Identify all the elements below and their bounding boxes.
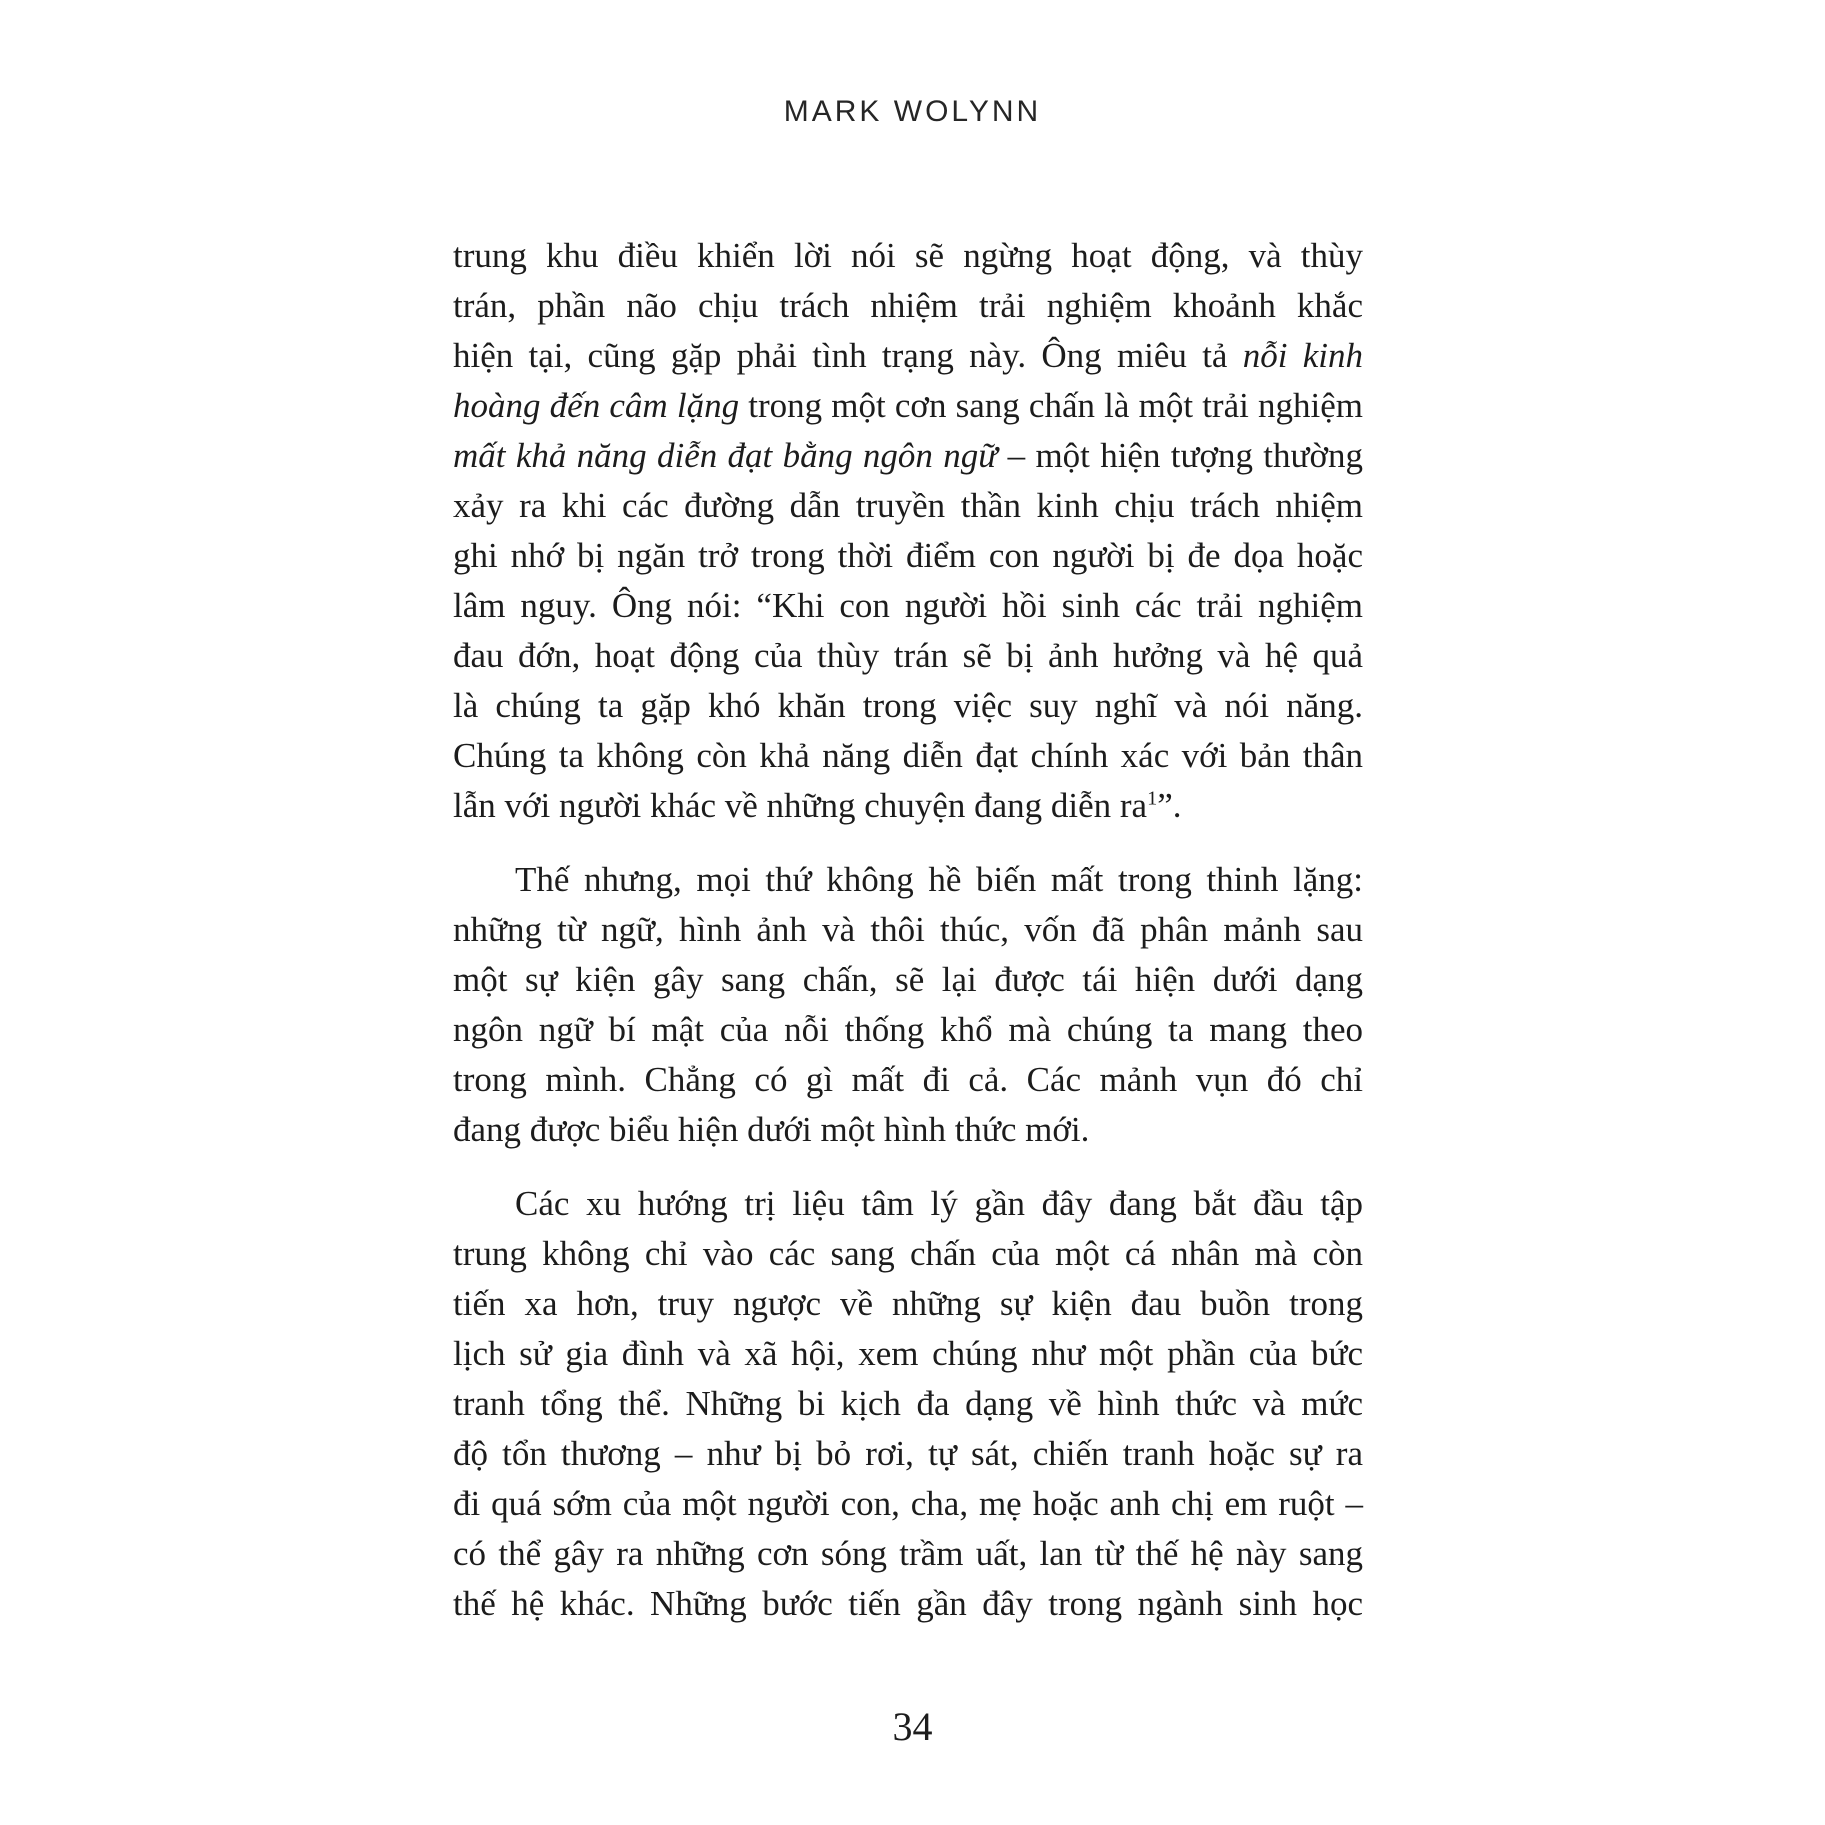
text-segment: – một hiện tượng thường [997, 436, 1363, 475]
paragraph-3 [453, 1179, 1363, 1629]
text-line [453, 631, 1363, 681]
text-line [453, 731, 1363, 781]
text-segment: hiện tại, cũng gặp phải tình trạng này. Ông miêu tả [453, 336, 1243, 375]
text-segment: trong một cơn sang chấn là một trải nghiệm [739, 386, 1363, 425]
text-segment: thế hệ khác. Những bước tiến gần đây trong ngành sinh học [453, 1584, 1363, 1623]
text-line [453, 1179, 1363, 1229]
text-line [453, 531, 1363, 581]
footnote-marker: 1 [1147, 787, 1158, 810]
text-segment: ”. [1157, 786, 1182, 825]
text-segment: Thế nhưng, mọi thứ không hề biến mất trong thinh lặng: [515, 860, 1363, 899]
text-line [453, 681, 1363, 731]
text-segment: Các xu hướng trị liệu tâm lý gần đây đang bắt đầu tập [515, 1184, 1363, 1223]
text-line [453, 281, 1363, 331]
text-line [453, 1429, 1363, 1479]
text-line [453, 1579, 1363, 1629]
italic-text: hoàng đến câm lặng [453, 386, 740, 425]
text-segment: những từ ngữ, hình ảnh và thôi thúc, vốn đã phân mảnh sau [453, 910, 1363, 949]
text-line [453, 1105, 1363, 1155]
text-segment: ngôn ngữ bí mật của nỗi thống khổ mà chúng ta mang theo [453, 1010, 1363, 1049]
text-line [453, 481, 1363, 531]
text-line [453, 955, 1363, 1005]
text-segment: ghi nhớ bị ngăn trở trong thời điểm con người bị đe dọa hoặc [453, 536, 1363, 575]
text-segment: tranh tổng thể. Những bi kịch đa dạng về hình thức và mức [453, 1384, 1363, 1423]
body-text [453, 231, 1363, 1629]
text-segment: trung khu điều khiển lời nói sẽ ngừng hoạt động, và thùy [453, 236, 1363, 275]
text-segment: có thể gây ra những cơn sóng trầm uất, lan từ thế hệ này sang [453, 1534, 1363, 1573]
text-line [453, 331, 1363, 381]
text-segment: lẫn với người khác về những chuyện đang diễn ra [453, 786, 1148, 825]
text-segment: Chúng ta không còn khả năng diễn đạt chính xác với bản thân [453, 736, 1363, 775]
text-line [453, 855, 1363, 905]
paragraph-1 [453, 231, 1363, 831]
text-line [453, 1379, 1363, 1429]
paragraph-2 [453, 855, 1363, 1155]
text-line [453, 431, 1363, 481]
text-segment: đi quá sớm của một người con, cha, mẹ hoặc anh chị em ruột – [453, 1484, 1363, 1523]
text-line [453, 1479, 1363, 1529]
text-segment: lịch sử gia đình và xã hội, xem chúng như một phần của bức [453, 1334, 1363, 1373]
italic-text: mất khả năng diễn đạt bằng ngôn ngữ [453, 436, 998, 475]
text-line [453, 1279, 1363, 1329]
text-line [453, 1055, 1363, 1105]
text-line [453, 381, 1363, 431]
text-segment: đau đớn, hoạt động của thùy trán sẽ bị ảnh hưởng và hệ quả [453, 636, 1363, 675]
text-segment: trung không chỉ vào các sang chấn của một cá nhân mà còn [453, 1234, 1363, 1273]
text-line [453, 781, 1363, 831]
text-segment: là chúng ta gặp khó khăn trong việc suy nghĩ và nói năng. [453, 686, 1363, 725]
text-line [453, 1329, 1363, 1379]
text-segment: trán, phần não chịu trách nhiệm trải nghiệm khoảnh khắc [453, 286, 1363, 325]
text-segment: xảy ra khi các đường dẫn truyền thần kinh chịu trách nhiệm [453, 486, 1363, 525]
text-segment: trong mình. Chẳng có gì mất đi cả. Các mảnh vụn đó chỉ [453, 1060, 1363, 1099]
italic-text: nỗi kinh [1242, 336, 1363, 375]
page-number: 34 [892, 1704, 933, 1749]
text-line [453, 1529, 1363, 1579]
text-line [453, 231, 1363, 281]
text-line [453, 1005, 1363, 1055]
text-segment: tiến xa hơn, truy ngược về những sự kiện đau buồn trong [453, 1284, 1363, 1323]
text-line [453, 905, 1363, 955]
text-line [453, 1229, 1363, 1279]
running-header: MARK WOLYNN [783, 95, 1042, 128]
text-segment: độ tổn thương – như bị bỏ rơi, tự sát, chiến tranh hoặc sự ra [453, 1434, 1363, 1473]
text-segment: đang được biểu hiện dưới một hình thức mới. [453, 1110, 1090, 1149]
text-line [453, 581, 1363, 631]
text-segment: một sự kiện gây sang chấn, sẽ lại được tái hiện dưới dạng [453, 960, 1363, 999]
text-segment: lâm nguy. Ông nói: “Khi con người hồi sinh các trải nghiệm [453, 586, 1363, 625]
